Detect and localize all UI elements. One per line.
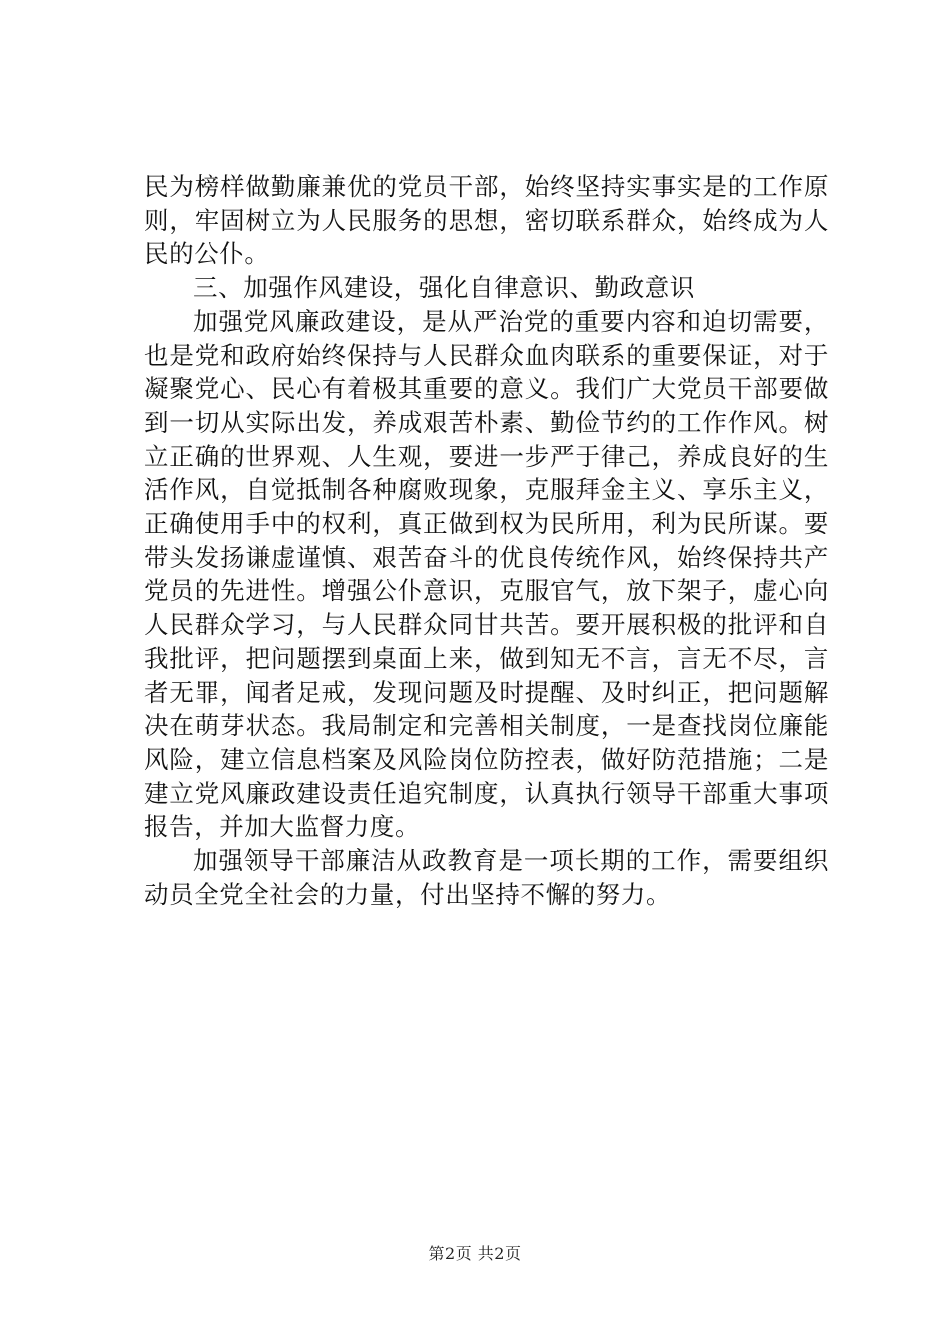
- section-heading: 三、加强作风建设，强化自律意识、勤政意识: [193, 273, 695, 303]
- paragraph-conclusion: 加强领导干部廉洁从政教育是一项长期的工作，需要组织动员全党全社会的力量，付出坚持不懈的努力。: [144, 846, 829, 909]
- page-footer: [0, 1243, 950, 1265]
- page-number-label: 第2页 共2页: [428, 1244, 522, 1263]
- document-body: [144, 170, 829, 911]
- paragraph-body: 加强党风廉政建设，是从严治党的重要内容和迫切需要，也是党和政府始终保持与人民群众血肉联系的重要保证，对于凝聚党心、民心有着极其重要的意义。我们广大党员干部要做到一切从实际出发，养成艰苦朴素、勤俭节约的工作作风。树立正确的世界观、人生观，要进一步严于律己，养成良好的生活作风，自觉抵制各种腐败现象，克服拜金主义、享乐主义，正确使用手中的权利，真正做到权为民所用，利为民所谋。要带头发扬谦虚谨慎、艰苦奋斗的优良传统作风，始终保持共产党员的先进性。增强公仆意识，克服官气，放下架子，虚心向人民群众学习，与人民群众同甘共苦。要开展积极的批评和自我批评，把问题摆到桌面上来，做到知无不言，言无不尽，言者无罪，闻者足戒，发现问题及时提醒、及时纠正，把问题解决在萌芽状态。我局制定和完善相关制度，一是查找岗位廉能风险，建立信息档案及风险岗位防控表，做好防范措施；二是建立党风廉政建设责任追究制度，认真执行领导干部重大事项报告，并加大监督力度。: [144, 306, 829, 842]
- paragraph-continuation: 民为榜样做勤廉兼优的党员干部，始终坚持实事实是的工作原则，牢固树立为人民服务的思想，密切联系群众，始终成为人民的公仆。: [144, 172, 829, 269]
